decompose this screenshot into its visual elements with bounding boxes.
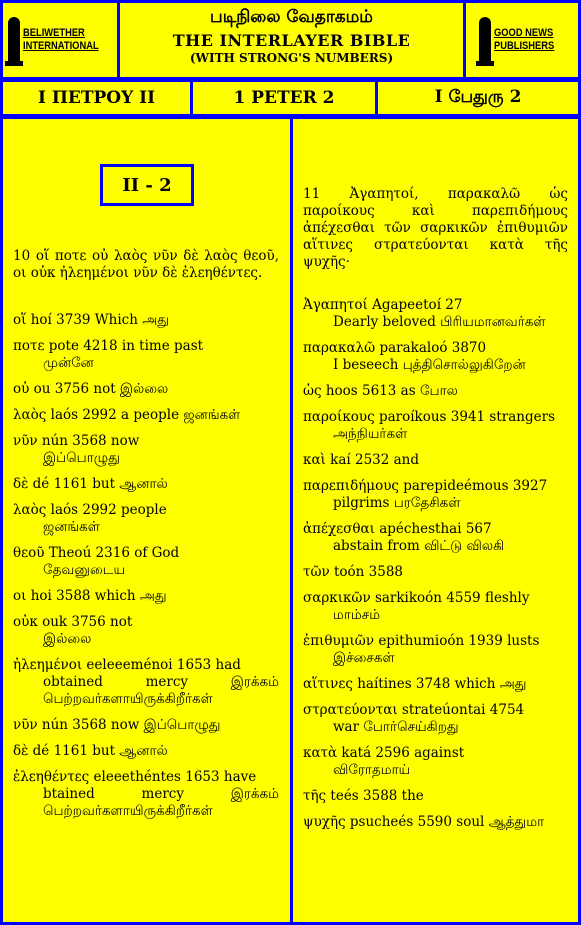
word-entry-line1: ἠλεημένοι eeleeeménoi 1653 had [13, 657, 241, 673]
word-entry-line2: btained mercy இரக்கம் பெற்றவர்களாயிருக்கிறீர்கள் [43, 786, 279, 819]
word-entry [13, 407, 279, 424]
word-entry [303, 702, 568, 736]
right-logo-line2: PUBLISHERS [494, 40, 555, 52]
word-entry-line1: αἵτινες haítines 3748 which அது [303, 676, 527, 692]
word-entry [303, 564, 568, 581]
word-entry-line2: I beseech புத்திசொல்லுகிறேன் [333, 357, 526, 373]
word-entry [303, 745, 568, 779]
verse-11: 11 Ἀγαπητοί, παρακαλῶ ὡς παροίκους καὶ παρεπιδήμους ἀπέχεσθαι τῶν σαρκικῶν ἐπιθυμιῶν αἵτινες στρατεύονται κατὰ τῆς ψυχῆς· [303, 186, 568, 270]
word-entry-line1: Ἀγαπητοί Agapeetoí 27 [303, 297, 463, 313]
word-entry [303, 590, 568, 624]
word-entry-line2: abstain from விட்டு விலகி [333, 538, 505, 554]
word-entry-line2: obtained mercy இரக்கம் பெற்றவர்களாயிருக்கிறீர்கள் [43, 674, 279, 707]
word-entry [13, 476, 279, 493]
word-entry-line1: οι hoi 3588 which அது [13, 588, 167, 604]
word-entry-line1: δὲ dé 1161 but ஆனால் [13, 743, 168, 759]
left-logo-line2: INTERNATIONAL [22, 40, 99, 52]
word-entry-line2: இப்பொழுது [43, 450, 120, 466]
word-entry [13, 657, 279, 708]
word-entry-line1: ὡς hoos 5613 as போல [303, 383, 458, 399]
subtitle: (WITH STRONG'S NUMBERS) [189, 51, 394, 65]
word-entry-line2: முன்னே [43, 355, 94, 371]
title-block [117, 0, 466, 80]
left-content [13, 248, 279, 829]
word-entry [13, 433, 279, 467]
word-entry-line1: ἐπιθυμιῶν epithumioón 1939 lusts [303, 633, 540, 649]
word-entry-line1: ἀπέχεσθαι apéchesthai 567 [303, 521, 492, 537]
word-entry-line1: ἐλεηθέντες eleeethéntes 1653 have [13, 769, 257, 785]
right-word-list [303, 297, 568, 831]
word-entry-line1: οὐκ ouk 3756 not [13, 614, 133, 630]
word-entry-line1: παρακαλῶ parakaloó 3870 [303, 340, 487, 356]
word-entry-line1: τῶν toón 3588 [303, 564, 403, 580]
word-entry-line2: விரோதமாய் [333, 762, 411, 778]
word-entry [13, 312, 279, 329]
left-logo-line1: BELIWETHER [22, 27, 85, 39]
word-entry-line1: κατὰ katá 2596 against [303, 745, 465, 761]
book-tamil: I பேதுரு 2 [375, 79, 581, 117]
verse-10: 10 οἵ ποτε οὐ λαὸς νῦν δὲ λαὸς θεοῦ, οι οὐκ ἠλεημένοι νῦν δὲ ἐλεηθέντες. [13, 248, 279, 281]
word-entry [303, 814, 568, 831]
word-entry-line1: ποτε pote 4218 in time past [13, 338, 204, 354]
word-entry-line1: οἵ hoí 3739 Which அது [13, 312, 169, 328]
word-entry-line2: Dearly beloved பிரியமானவர்கள் [333, 314, 546, 330]
word-entry-line1: παροίκους paroíkous 3941 strangers [303, 409, 555, 425]
right-logo [463, 0, 581, 80]
book-english: 1 PETER 2 [190, 79, 378, 117]
word-entry [303, 340, 568, 374]
word-entry-line1: λαὸς laós 2992 people [13, 502, 167, 518]
word-entry-line1: τῆς teés 3588 the [303, 788, 424, 804]
word-entry-line1: παρεπιδήμους parepideémous 3927 [303, 478, 548, 494]
word-entry [303, 452, 568, 469]
word-entry [13, 502, 279, 536]
word-entry-line2: ஜனங்கள் [43, 519, 100, 535]
word-entry-line1: νῦν nún 3568 now இப்பொழுது [13, 717, 221, 733]
word-entry [303, 633, 568, 667]
word-entry-line2: அந்நியர்கள் [333, 426, 408, 442]
word-entry-line2: இச்சைகள் [333, 650, 395, 666]
word-entry [13, 614, 279, 648]
right-content [303, 186, 568, 840]
word-entry [13, 338, 279, 372]
word-entry-line1: θεοῦ Theoú 2316 of God [13, 545, 180, 561]
word-entry [13, 717, 279, 734]
bellwether-figure-icon [8, 17, 20, 63]
word-entry-line1: καὶ kaí 2532 and [303, 452, 420, 468]
word-entry-line1: λαὸς laós 2992 a people ஜனங்கள் [13, 407, 241, 423]
word-entry [303, 478, 568, 512]
word-entry-line1: ψυχῆς psucheés 5590 soul ஆத்துமா [303, 814, 545, 830]
word-entry-line1: δὲ dé 1161 but ஆனால் [13, 476, 168, 492]
word-entry [13, 743, 279, 760]
word-entry [303, 788, 568, 805]
word-entry [303, 297, 568, 331]
title-tamil: படிநிலை வேதாகமம் [210, 7, 373, 27]
left-word-list [13, 312, 279, 820]
chapter-label: II - 2 [100, 164, 194, 206]
word-entry [303, 676, 568, 693]
word-entry-line2: pilgrims பரதேசிகள் [333, 495, 461, 511]
word-entry-line2: இல்லை [43, 631, 92, 647]
good-news-figure-icon [479, 17, 491, 63]
word-entry-line1: σαρκικῶν sarkikoón 4559 fleshly [303, 590, 530, 606]
word-entry [303, 383, 568, 400]
book-greek: Ι ΠΕΤΡΟΥ ΙΙ [0, 79, 193, 117]
word-entry [13, 381, 279, 398]
word-entry-line2: மாம்சம் [333, 607, 381, 623]
word-entry [13, 545, 279, 579]
word-entry-line2: war போர்செய்கிறது [333, 719, 459, 735]
word-entry-line1: νῦν nún 3568 now [13, 433, 140, 449]
word-entry-line1: στρατεύονται strateúontai 4754 [303, 702, 525, 718]
left-logo [0, 0, 120, 80]
title-english: THE INTERLAYER BIBLE [172, 31, 411, 50]
word-entry [303, 409, 568, 443]
right-logo-line1: GOOD NEWS [494, 27, 554, 39]
word-entry [13, 588, 279, 605]
word-entry [13, 769, 279, 820]
word-entry-line2: தேவனுடைய [43, 562, 126, 578]
word-entry-line1: οὐ ou 3756 not இல்லை [13, 381, 169, 397]
word-entry [303, 521, 568, 555]
